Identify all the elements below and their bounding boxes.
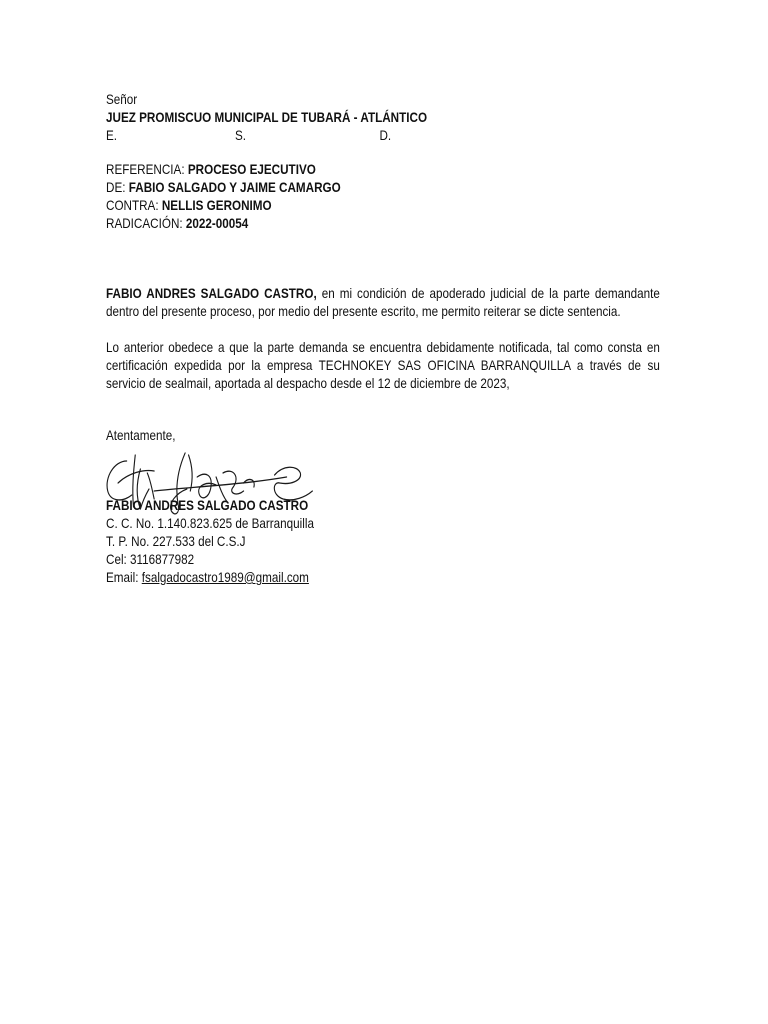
referencia-value: PROCESO EJECUTIVO <box>187 162 316 177</box>
referencia-line <box>106 161 584 179</box>
contra-value: NELLIS GERONIMO <box>161 198 272 213</box>
email-link[interactable]: fsalgadocastro1989@gmail.com <box>141 570 309 585</box>
radicacion-label: RADICACIÓN: <box>106 216 183 231</box>
body-paragraph-2: Lo anterior obedece a que la parte demanda se encuentra debidamente notificada, tal como consta en certificación expedida por la empresa TECHNOKEY SAS OFICINA BARRANQUILLA a través de su servicio de sealmail, aportada al despacho desde el 12 de diciembre de 2023, <box>106 340 660 391</box>
addressee-name: JUEZ PROMISCUO MUNICIPAL DE TUBARÁ - ATLÁNTICO <box>106 110 428 125</box>
es-e: E. <box>106 128 118 143</box>
body-paragraph-1 <box>106 285 660 321</box>
signature-block <box>106 497 584 587</box>
signer-cel: Cel: 3116877982 <box>106 552 195 567</box>
contra-line <box>106 197 584 215</box>
salutation: Señor <box>106 92 138 107</box>
email-label: Email: <box>106 570 142 585</box>
signer-cc: C. C. No. 1.140.823.625 de Barranquilla <box>106 516 314 531</box>
de-value: FABIO SALGADO Y JAIME CAMARGO <box>128 180 341 195</box>
de-label: DE: <box>106 180 126 195</box>
signer-name: FABIO ANDRES SALGADO CASTRO <box>106 498 309 513</box>
signer-email-line <box>106 569 584 587</box>
closing-atentamente: Atentamente, <box>106 428 176 443</box>
es-line <box>106 127 584 145</box>
referencia-label: REFERENCIA: <box>106 162 185 177</box>
letter-body <box>106 91 660 587</box>
es-d: D. <box>379 128 392 143</box>
contra-label: CONTRA: <box>106 198 159 213</box>
de-line <box>106 179 584 197</box>
paragraph-1-name: FABIO ANDRES SALGADO CASTRO, <box>106 286 317 301</box>
paragraph-1-text: en mi condición de apoderado judicial de la parte demandante dentro del presente proceso, por medio del presente escrito, me permito reiterar se dicte sentencia. <box>106 286 660 319</box>
es-s: S. <box>235 128 247 143</box>
radicacion-line <box>106 215 584 233</box>
radicacion-value: 2022-00054 <box>185 216 249 231</box>
signer-tp: T. P. No. 227.533 del C.S.J <box>106 534 246 549</box>
